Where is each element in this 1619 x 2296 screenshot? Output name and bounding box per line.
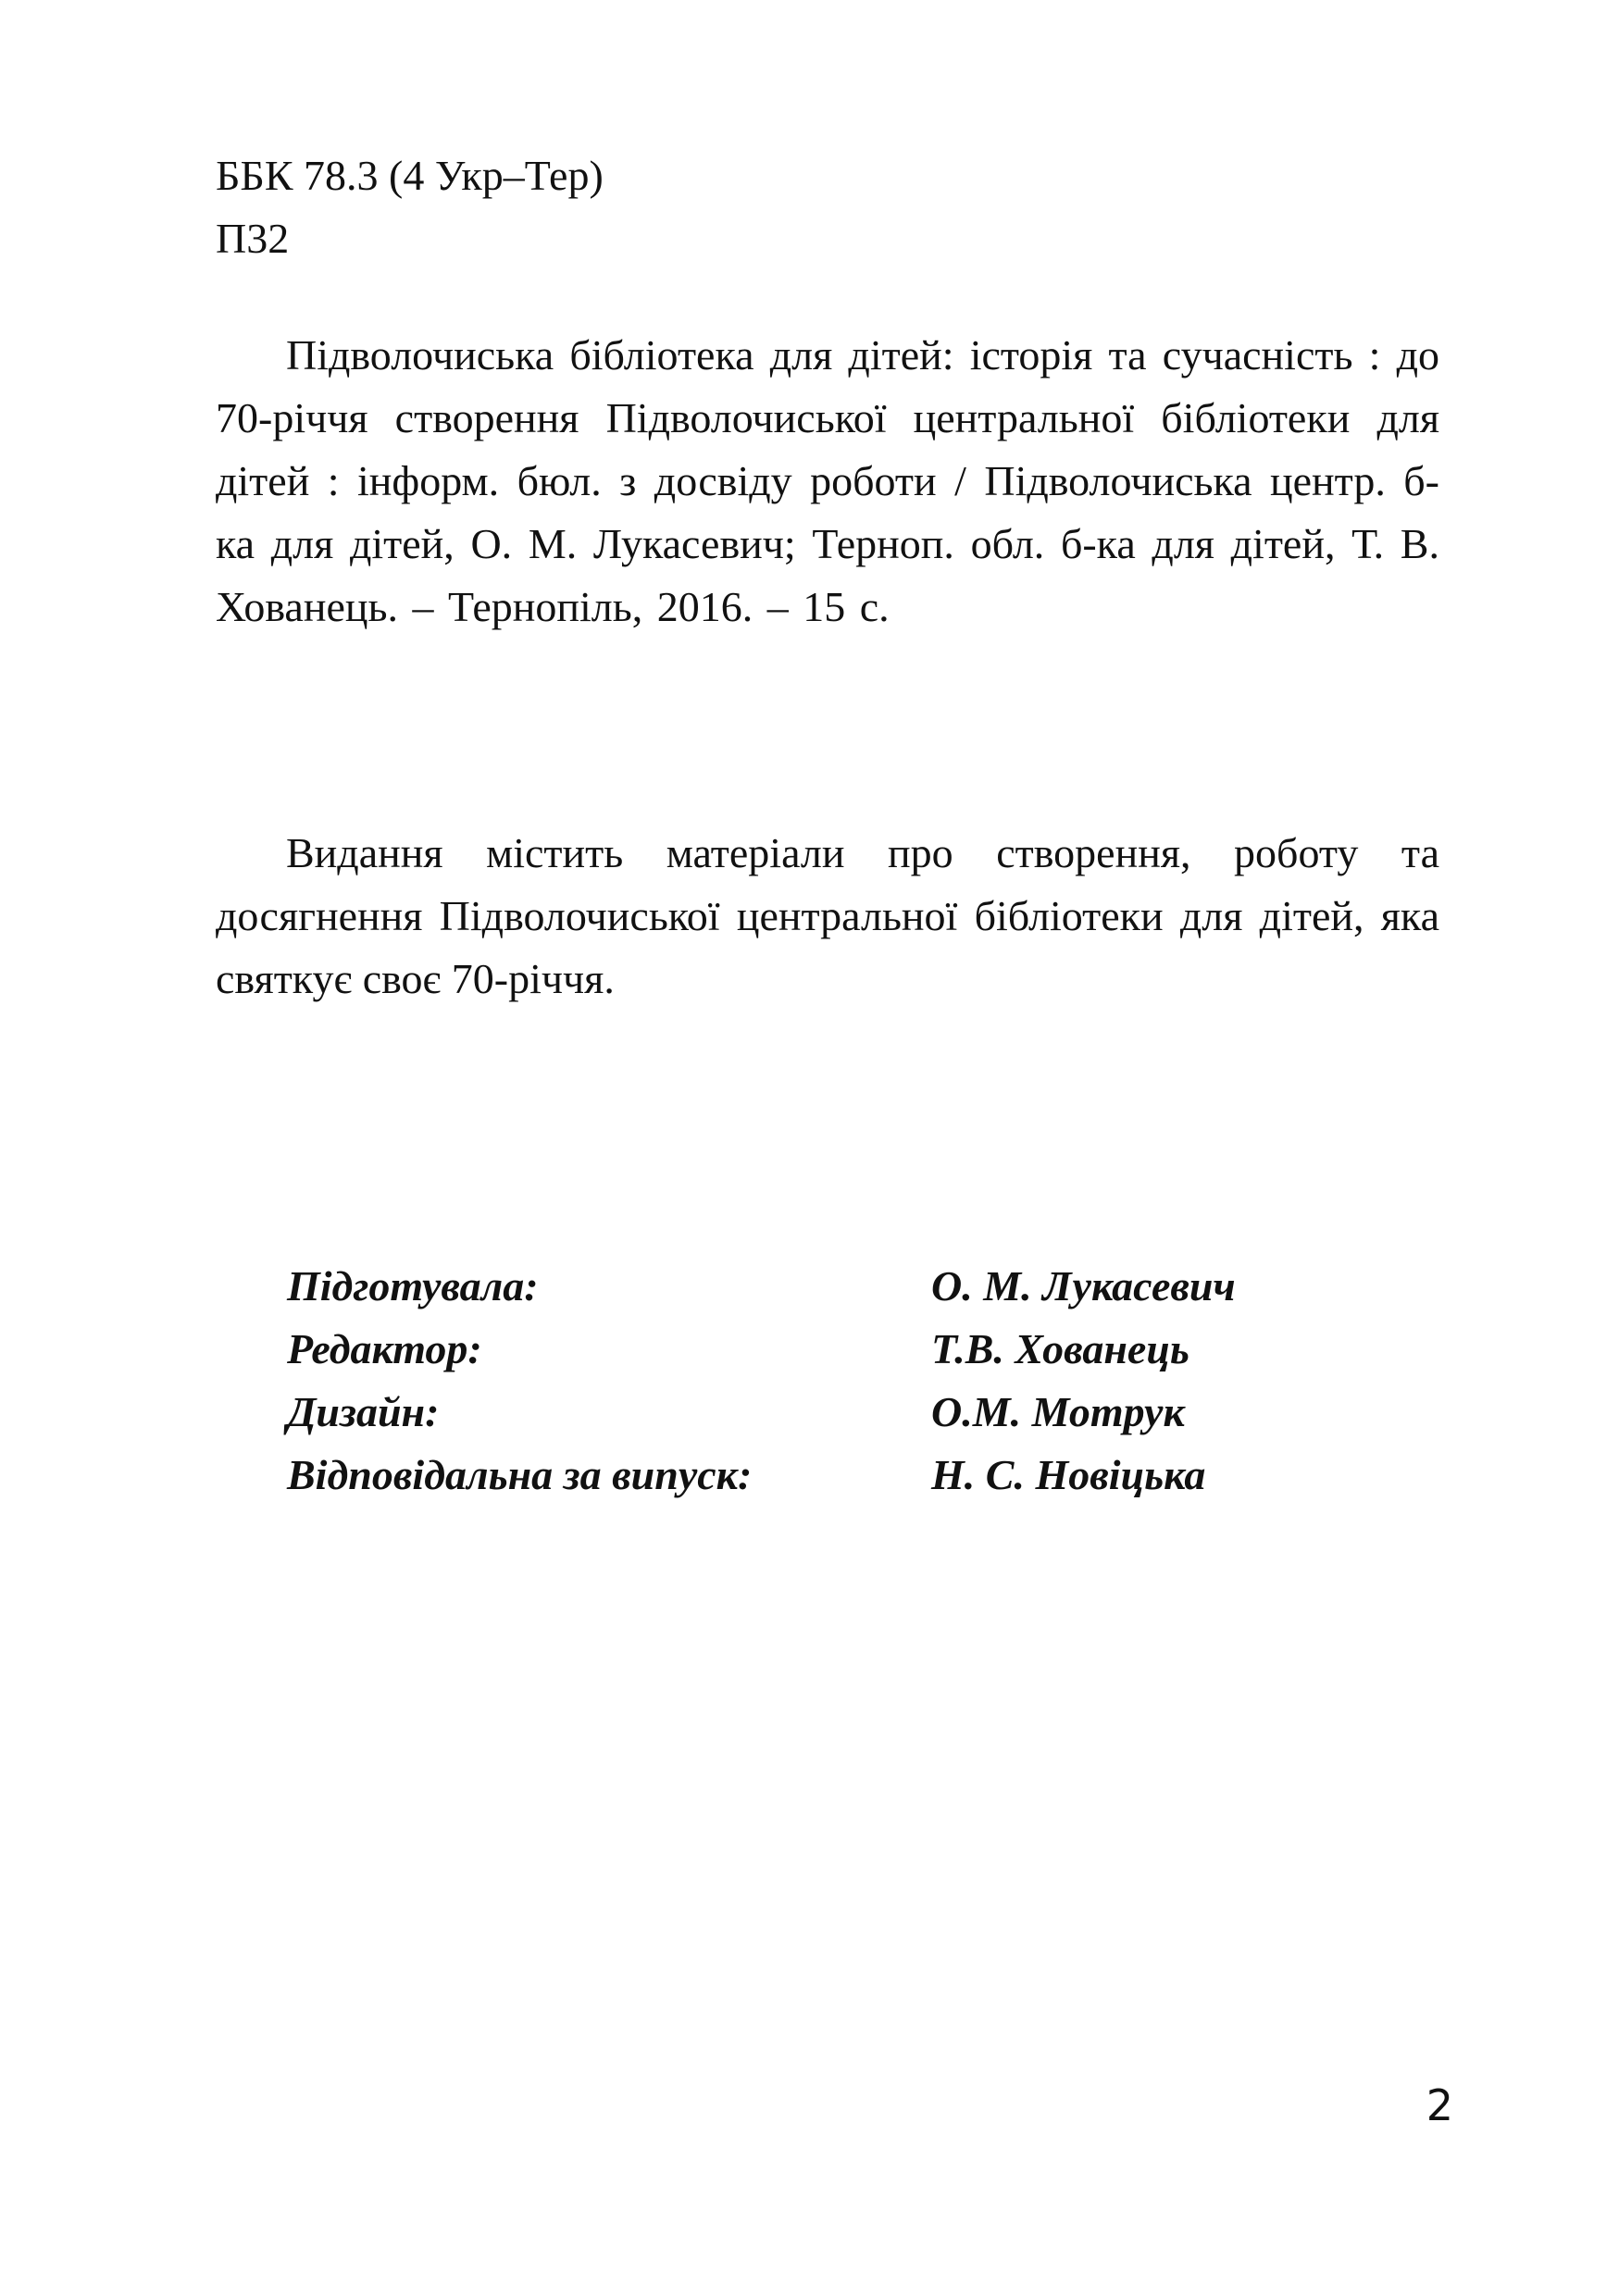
author-mark: П32 (216, 215, 290, 262)
credit-person: Т.В. Хованець (931, 1325, 1189, 1372)
credit-row-prepared (287, 1255, 1351, 1318)
credits-block (287, 1255, 1351, 1507)
annotation-paragraph: Видання містить матеріали про створення, роботу та досягнення Підволочиської центральної бібліотеки для дітей, яка святкує своє 70-річчя. (216, 829, 1439, 1002)
bbk-index: ББК 78.3 (4 Укр–Тер) (216, 152, 604, 199)
classification-block (216, 144, 604, 270)
credit-row-editor (287, 1318, 1351, 1381)
credit-role: Дизайн: (287, 1388, 440, 1435)
credit-person: Н. С. Новіцька (931, 1451, 1206, 1498)
bibliographic-description: Підволочиська бібліотека для дітей: історія та сучасність : до 70-річчя створення Підволочиської центральної бібліотеки для дітей : інформ. бюл. з досвіду роботи / Підволочиська центр. б-ка для дітей, О. М. Лукасевич; Терноп. обл. б-ка для дітей, Т. В. Хованець. – Тернопіль, 2016. – 15 с. (216, 331, 1439, 630)
credit-role: Підготувала: (287, 1262, 539, 1309)
credit-role: Відповідальна за випуск: (287, 1451, 753, 1498)
credit-row-responsible (287, 1444, 1351, 1507)
credit-role: Редактор: (287, 1325, 482, 1372)
credit-person: О.М. Мотрук (931, 1388, 1185, 1435)
credit-person: О. М. Лукасевич (931, 1262, 1236, 1309)
credit-row-design (287, 1381, 1351, 1444)
page-number: 2 (1426, 2080, 1453, 2130)
